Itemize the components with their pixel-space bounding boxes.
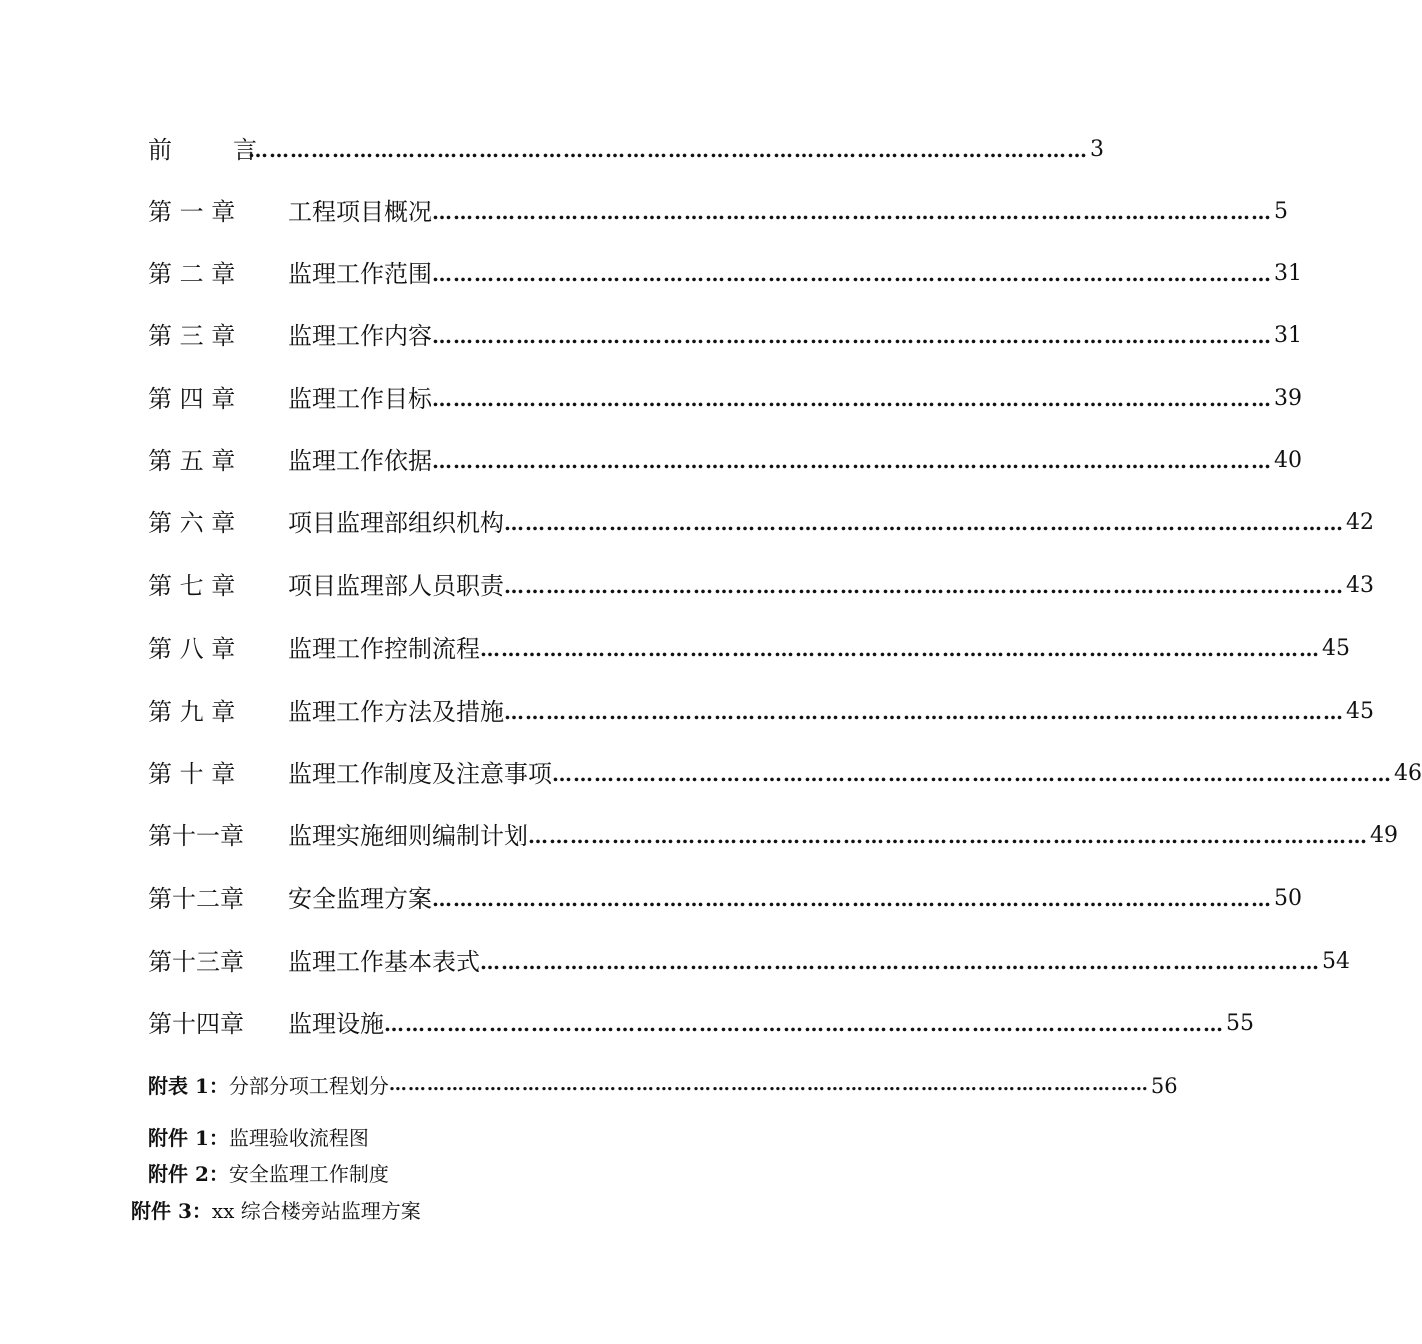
attachment-title: 分部分项工程划分 <box>228 1074 389 1098</box>
toc-chapter-label: 第 八 章 <box>148 635 236 663</box>
attachment-label: 附件 1： <box>148 1126 229 1150</box>
attachment-label: 附表 1： <box>148 1074 229 1098</box>
toc-entry-chapter-1[interactable] <box>148 194 1288 230</box>
toc-leader-dots: ………………………………………………………………………………………………………… <box>432 387 1272 411</box>
toc-leader-dots: ………………………………………………………………………………………………………… <box>248 138 1088 162</box>
toc-chapter-label: 第 三 章 <box>148 322 236 350</box>
toc-page-number: 42 <box>1346 510 1374 535</box>
toc-chapter-title: 监理工作制度及注意事项 <box>288 760 552 788</box>
toc-chapter-title: 监理设施 <box>288 1010 384 1038</box>
toc-page-number: 54 <box>1322 949 1350 974</box>
attachment-label: 附件 2： <box>148 1162 229 1186</box>
toc-leader-dots: ………………………………………………………………………………………………………… <box>504 700 1344 724</box>
toc-chapter-label: 前 言 <box>148 136 258 164</box>
toc-chapter-label: 第 五 章 <box>148 447 236 475</box>
toc-page-number: 46 <box>1394 761 1422 786</box>
toc-chapter-label: 第 四 章 <box>148 385 236 413</box>
toc-chapter-title: 监理工作依据 <box>288 447 432 475</box>
toc-entry-chapter-13[interactable] <box>148 944 1350 980</box>
toc-entry-chapter-8[interactable] <box>148 631 1350 667</box>
toc-entry-chapter-14[interactable] <box>148 1006 1254 1042</box>
toc-leader-dots: ………………………………………………………………………………………………………… <box>480 637 1320 661</box>
toc-chapter-title: 监理工作基本表式 <box>288 948 480 976</box>
toc-leader-dots: ………………………………………………………………………………………………………… <box>528 824 1368 848</box>
toc-page-number: 31 <box>1274 261 1302 286</box>
toc-leader-dots: ………………………………………………………………………………………………………… <box>388 1074 1149 1095</box>
attachment-title: xx 综合楼旁站监理方案 <box>211 1199 421 1223</box>
toc-entry-chapter-5[interactable] <box>148 443 1302 479</box>
toc-entry-chapter-12[interactable] <box>148 881 1302 917</box>
toc-page-number: 45 <box>1346 699 1374 724</box>
toc-page-number: 45 <box>1322 636 1350 661</box>
toc-chapter-title: 监理实施细则编制计划 <box>288 822 528 850</box>
toc-chapter-title: 监理工作范围 <box>288 260 432 288</box>
toc-entry-appendix-2[interactable] <box>148 1159 389 1189</box>
toc-entry-chapter-6[interactable] <box>148 505 1374 541</box>
toc-entry-chapter-3[interactable] <box>148 318 1302 354</box>
toc-chapter-label: 第十一章 <box>148 822 244 850</box>
toc-leader-dots: ………………………………………………………………………………………………………… <box>432 200 1272 224</box>
attachment-label: 附件 3： <box>131 1199 212 1223</box>
toc-page-number: 43 <box>1346 573 1374 598</box>
toc-chapter-title: 安全监理方案 <box>288 885 432 913</box>
toc-chapter-label: 第 九 章 <box>148 698 236 726</box>
toc-entry-chapter-7[interactable] <box>148 568 1374 604</box>
toc-chapter-label: 第 六 章 <box>148 509 236 537</box>
toc-entry-chapter-2[interactable] <box>148 256 1302 292</box>
toc-page-number: 39 <box>1274 386 1302 411</box>
toc-leader-dots: ………………………………………………………………………………………………………… <box>432 262 1272 286</box>
toc-page-number: 55 <box>1226 1011 1254 1036</box>
toc-leader-dots: ………………………………………………………………………………………………………… <box>504 511 1344 535</box>
toc-entry-preface[interactable] <box>148 132 1104 168</box>
toc-leader-dots: ………………………………………………………………………………………………………… <box>432 324 1272 348</box>
toc-page-number: 49 <box>1370 823 1398 848</box>
toc-leader-dots: ………………………………………………………………………………………………………… <box>432 449 1272 473</box>
toc-page-number: 5 <box>1274 199 1288 224</box>
toc-entry-chapter-11[interactable] <box>148 818 1398 854</box>
toc-entry-schedule-1[interactable] <box>148 1071 1178 1101</box>
toc-leader-dots: ………………………………………………………………………………………………………… <box>504 574 1344 598</box>
toc-chapter-label: 第 十 章 <box>148 760 236 788</box>
toc-chapter-title: 工程项目概况 <box>288 198 432 226</box>
toc-entry-appendix-1[interactable] <box>148 1123 369 1153</box>
toc-page-number: 31 <box>1274 323 1302 348</box>
toc-leader-dots: ………………………………………………………………………………………………………… <box>432 887 1272 911</box>
toc-chapter-label: 第 一 章 <box>148 198 236 226</box>
toc-entry-appendix-3[interactable] <box>131 1196 421 1226</box>
toc-leader-dots: ………………………………………………………………………………………………………… <box>480 950 1320 974</box>
toc-chapter-title: 监理工作目标 <box>288 385 432 413</box>
toc-chapter-title: 监理工作方法及措施 <box>288 698 504 726</box>
toc-chapter-label: 第十四章 <box>148 1010 244 1038</box>
attachment-title: 安全监理工作制度 <box>228 1162 389 1186</box>
toc-leader-dots: ………………………………………………………………………………………………………… <box>552 762 1392 786</box>
toc-leader-dots: ………………………………………………………………………………………………………… <box>384 1012 1224 1036</box>
toc-page-number: 40 <box>1274 448 1302 473</box>
toc-entry-chapter-10[interactable] <box>148 756 1422 792</box>
toc-entry-chapter-9[interactable] <box>148 694 1374 730</box>
toc-chapter-label: 第十二章 <box>148 885 244 913</box>
toc-page-number: 3 <box>1090 137 1104 162</box>
toc-page-number: 56 <box>1150 1074 1178 1098</box>
toc-chapter-label: 第 二 章 <box>148 260 236 288</box>
toc-page-number: 50 <box>1274 886 1302 911</box>
toc-chapter-title: 监理工作内容 <box>288 322 432 350</box>
toc-chapter-label: 第十三章 <box>148 948 244 976</box>
toc-chapter-title: 项目监理部人员职责 <box>288 572 504 600</box>
toc-entry-chapter-4[interactable] <box>148 381 1302 417</box>
toc-chapter-title: 项目监理部组织机构 <box>288 509 504 537</box>
attachment-title: 监理验收流程图 <box>228 1126 369 1150</box>
toc-chapter-label: 第 七 章 <box>148 572 236 600</box>
toc-chapter-title: 监理工作控制流程 <box>288 635 480 663</box>
